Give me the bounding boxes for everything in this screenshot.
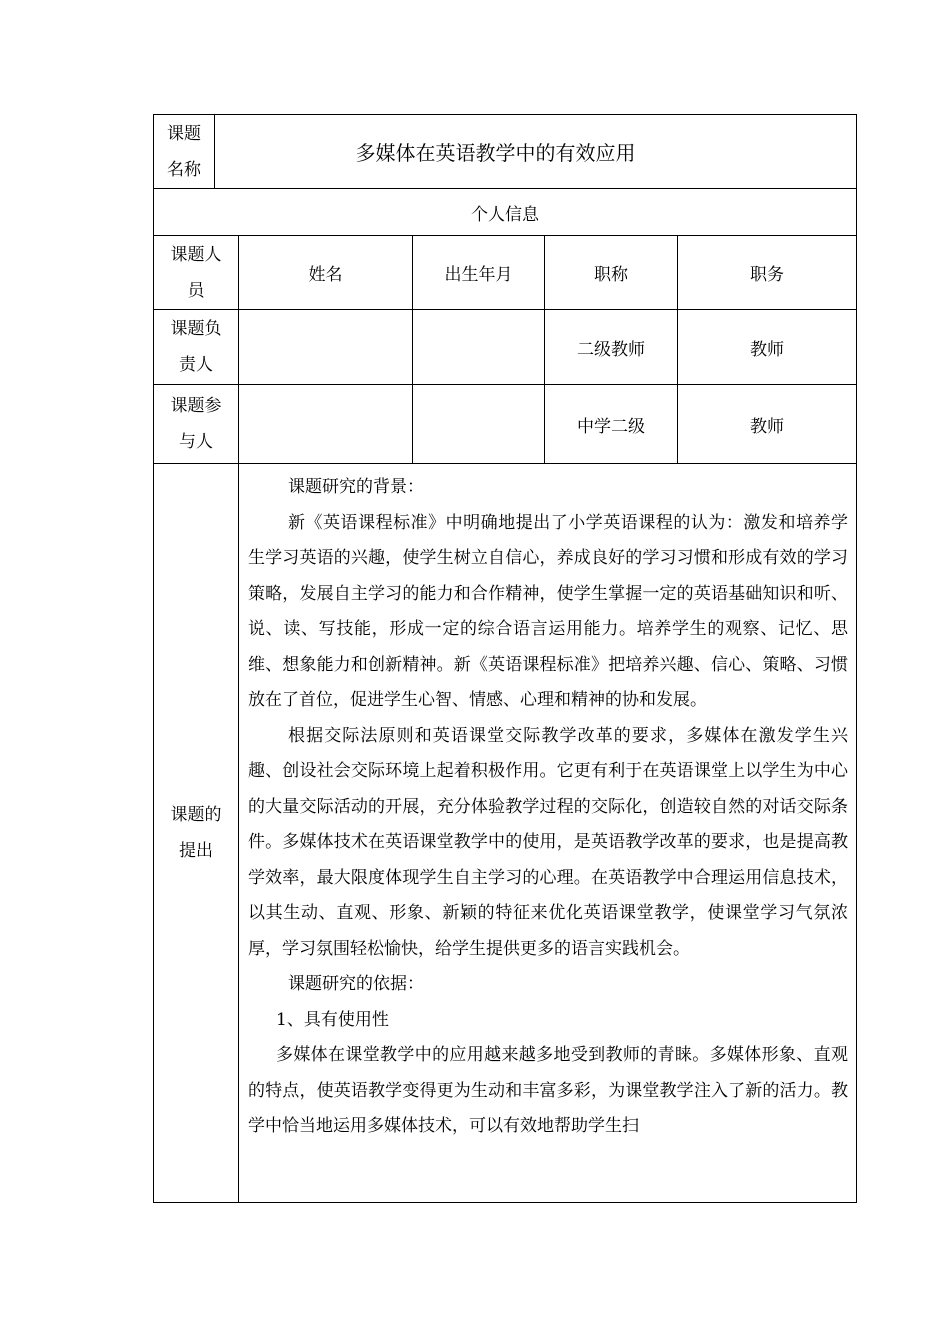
members-label: 课题人 员 xyxy=(170,244,222,301)
column-header-name: 姓名 xyxy=(308,265,343,285)
participant-name xyxy=(239,385,412,463)
paragraph-heading: 课题研究的背景： xyxy=(288,477,424,497)
rule xyxy=(153,1202,857,1203)
leader-birth xyxy=(413,310,544,384)
leader-label: 课题负 责人 xyxy=(170,319,222,375)
leader-position: 教师 xyxy=(750,339,784,360)
topic-label: 课题 名称 xyxy=(167,123,201,180)
personal-info-heading: 个人信息 xyxy=(471,204,539,225)
column-header-birth: 出生年月 xyxy=(444,265,513,285)
topic-title: 多媒体在英语教学中的有效应用 xyxy=(355,141,636,165)
paragraph: 根据交际法原则和英语课堂交际教学改革的要求，多媒体在激发学生兴趣、创设社会交际环境上起着积极作用。它更有利于在英语课堂上以学生为中心的大量交际活动的开展，充分体验教学过程的交际化，创造较自然的对话交际条件。多媒体技术在英语课堂教学中的使用，是英语教学改革的要求，也是提高教学效率，最大限度体现学生自主学习的心理。在英语教学中合理运用信息技术，以其生动、直观、形象、新颖的特征来优化英语课堂教学，使课堂学习气氛浓厚，学习氛围轻松愉快，给学生提供更多的语言实践机会。 xyxy=(248,725,848,959)
paragraph-heading: 课题研究的依据： xyxy=(288,974,424,994)
participant-position: 教师 xyxy=(750,416,784,437)
rule xyxy=(153,463,857,464)
proposal-label: 课题的 提出 xyxy=(170,805,222,861)
participant-label: 课题参 与人 xyxy=(170,396,222,452)
paragraph: 新《英语课程标准》中明确地提出了小学英语课程的认为：激发和培养学生学习英语的兴趣，使学生树立自信心，养成良好的学习习惯和形成有效的学习策略，发展自主学习的能力和合作精神，使学生掌握一定的英语基础知识和听、说、读、写技能，形成一定的综合语言运用能力。培养学生的观察、记忆、思维、想象能力和创新精神。新《英语课程标准》把培养兴趣、信心、策略、习惯放在了首位，促进学生心智、情感、心理和精神的协和发展。 xyxy=(248,512,848,710)
participant-title: 中学二级 xyxy=(577,416,645,437)
column-header-title: 职称 xyxy=(594,265,628,285)
list-item: 1、具有使用性 xyxy=(276,1009,389,1030)
rule xyxy=(856,114,857,1203)
proposal-body xyxy=(248,470,848,1145)
participant-birth xyxy=(413,385,544,463)
leader-title: 二级教师 xyxy=(577,339,645,360)
column-header-position: 职务 xyxy=(750,265,784,285)
leader-name xyxy=(239,310,412,384)
paragraph: 多媒体在课堂教学中的应用越来越多地受到教师的青睐。多媒体形象、直观的特点，使英语教学变得更为生动和丰富多彩，为课堂教学注入了新的活力。教学中恰当地运用多媒体技术，可以有效地帮助学生扫 xyxy=(248,1045,848,1136)
